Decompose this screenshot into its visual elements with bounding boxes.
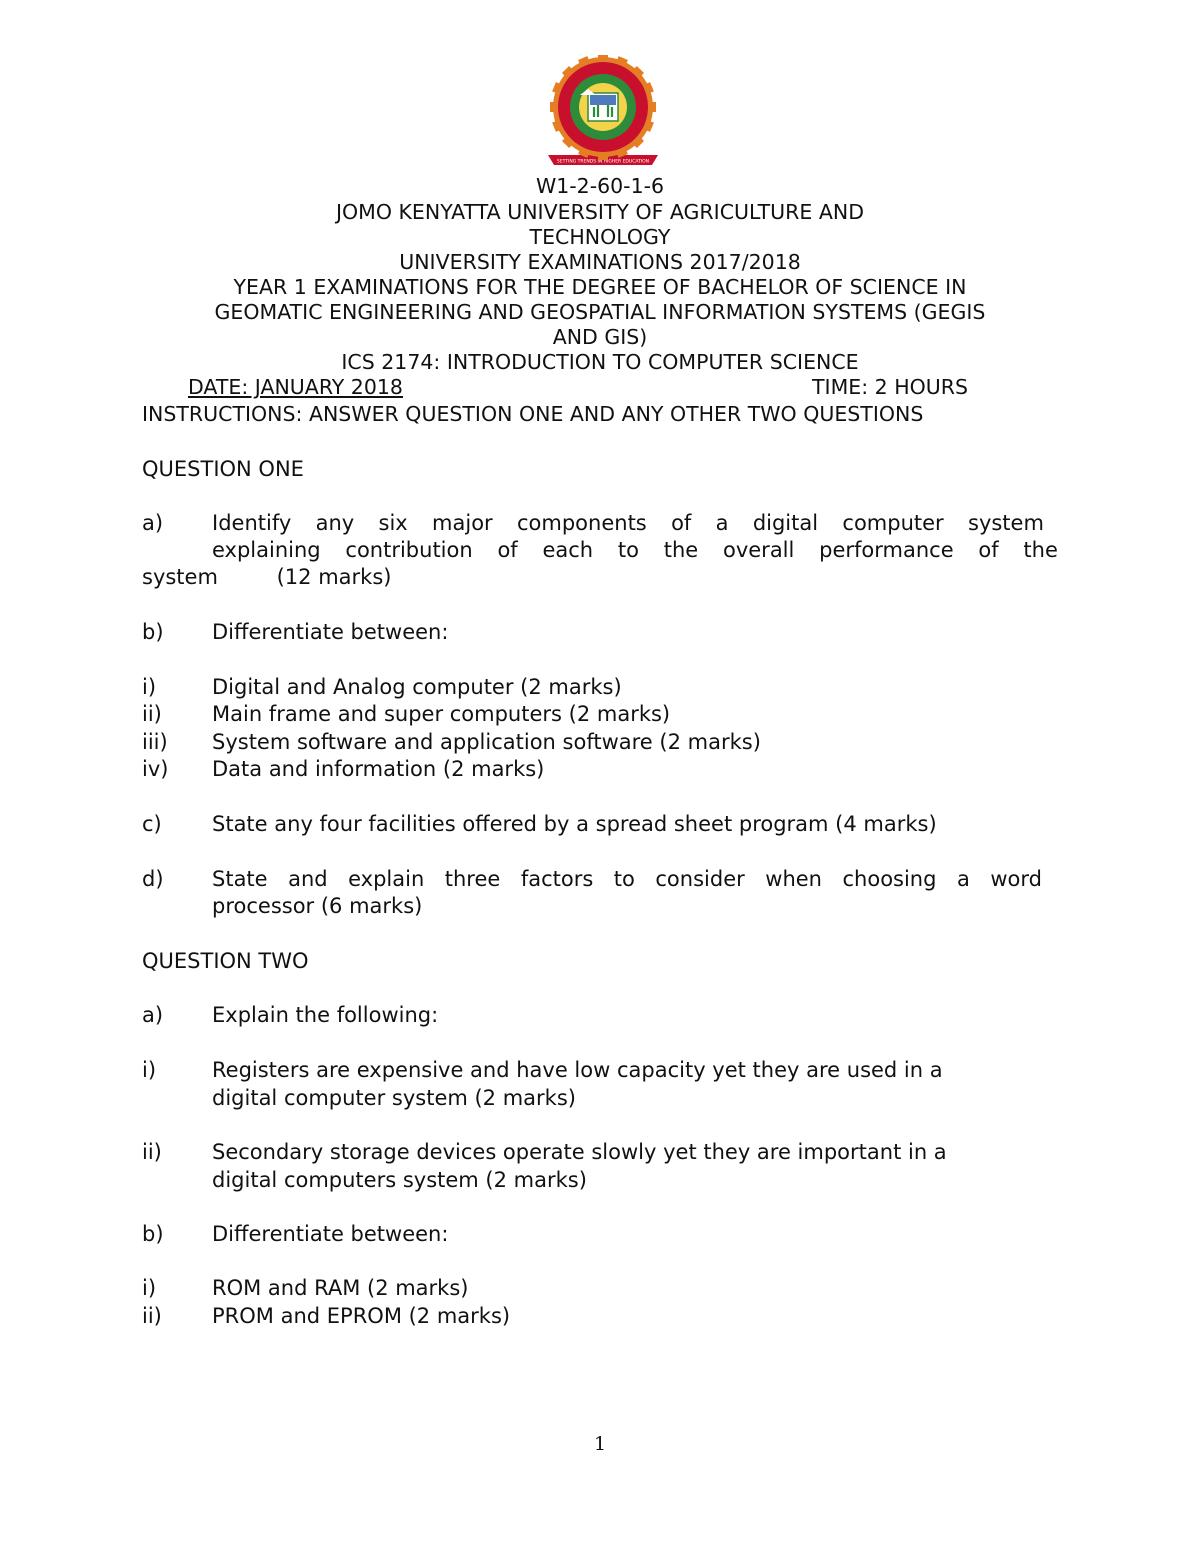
gear-tooth	[598, 152, 608, 160]
question-one-title: QUESTION ONE	[142, 457, 304, 481]
q1-a-line3	[142, 564, 391, 591]
word: a	[956, 867, 970, 891]
q2-b-ii-label: ii)	[142, 1304, 162, 1328]
q2-b-ii-text: PROM and EPROM (2 marks)	[212, 1304, 511, 1328]
word: any	[315, 511, 355, 535]
word: to	[613, 867, 635, 891]
university-name-line1: JOMO KENYATTA UNIVERSITY OF AGRICULTURE AND	[335, 200, 865, 224]
word: performance	[819, 538, 954, 562]
word: contribution	[345, 538, 473, 562]
q2-a-label: a)	[142, 1003, 164, 1027]
q1-b-iii-label: iii)	[142, 730, 168, 754]
gear-tooth	[648, 102, 656, 112]
gear-tooth	[598, 55, 608, 62]
q1-a-marks: (12 marks)	[276, 565, 392, 589]
word: of	[497, 538, 518, 562]
gear-tooth	[550, 102, 558, 112]
q2-a-i-line2: digital computer system (2 marks)	[212, 1086, 576, 1110]
q1-c-text: State any four facilities offered by a spread sheet program (4 marks)	[212, 812, 937, 836]
degree-line1: YEAR 1 EXAMINATIONS FOR THE DEGREE OF BACHELOR OF SCIENCE IN	[233, 275, 967, 299]
word: computer	[842, 511, 944, 535]
q2-a-i-label: i)	[142, 1058, 157, 1082]
word: three	[444, 867, 501, 891]
word: the	[1023, 538, 1058, 562]
q2-a-ii-label: ii)	[142, 1140, 162, 1164]
page-number: 1	[593, 1433, 607, 1455]
university-name-line2: TECHNOLOGY	[529, 225, 671, 249]
logo-motto: SETTING TRENDS IN HIGHER EDUCATION	[556, 159, 650, 165]
word: digital	[752, 511, 819, 535]
q2-b-i-label: i)	[142, 1276, 157, 1300]
q1-b-text: Differentiate between:	[212, 620, 449, 644]
word: of	[671, 511, 692, 535]
word: major	[432, 511, 493, 535]
q2-a-ii-line2: digital computers system (2 marks)	[212, 1168, 587, 1192]
q1-a-line2	[212, 537, 1058, 564]
q1-c-label: c)	[142, 812, 162, 836]
word: components	[517, 511, 647, 535]
word: the	[663, 538, 699, 562]
word: overall	[722, 538, 795, 562]
q1-b-iv-label: iv)	[142, 757, 169, 781]
exam-time: TIME: 2 HOURS	[812, 375, 969, 399]
word: to	[617, 538, 639, 562]
q2-a-i-line1: Registers are expensive and have low capacity yet they are used in a	[212, 1058, 943, 1082]
word: explaining	[212, 538, 321, 562]
logo-shield-sky	[590, 95, 616, 105]
word: factors	[520, 867, 594, 891]
q1-b-ii-label: ii)	[142, 702, 162, 726]
q2-a-ii-line1: Secondary storage devices operate slowly yet they are important in a	[212, 1140, 947, 1164]
word: choosing	[842, 867, 937, 891]
exam-session: UNIVERSITY EXAMINATIONS 2017/2018	[399, 250, 801, 274]
word: each	[542, 538, 594, 562]
q1-b-label: b)	[142, 620, 164, 644]
word: word	[990, 867, 1042, 891]
q1-d-line2: processor (6 marks)	[212, 894, 423, 918]
course-title: ICS 2174: INTRODUCTION TO COMPUTER SCIENCE	[341, 350, 859, 374]
q1-a-label: a)	[142, 511, 164, 535]
word: Identify	[212, 511, 292, 535]
q1-a-line1	[212, 510, 1044, 537]
q1-b-i-label: i)	[142, 675, 157, 699]
word: of	[978, 538, 999, 562]
q1-b-ii-text: Main frame and super computers (2 marks)	[212, 702, 671, 726]
word: consider	[655, 867, 745, 891]
word: six	[378, 511, 408, 535]
degree-line2: GEOMATIC ENGINEERING AND GEOSPATIAL INFORMATION SYSTEMS (GEGIS	[214, 300, 986, 324]
word: State	[212, 867, 268, 891]
date-time-row	[188, 374, 998, 401]
q1-d-line1	[212, 866, 1042, 893]
question-two-title: QUESTION TWO	[142, 949, 309, 973]
exam-date: DATE: JANUARY 2018	[188, 375, 403, 399]
q1-b-iv-text: Data and information (2 marks)	[212, 757, 545, 781]
instructions: INSTRUCTIONS: ANSWER QUESTION ONE AND ANY OTHER TWO QUESTIONS	[142, 402, 924, 426]
q2-b-label: b)	[142, 1222, 164, 1246]
word: and	[288, 867, 328, 891]
word: a	[715, 511, 729, 535]
exam-code: W1-2-60-1-6	[535, 174, 665, 198]
q1-b-iii-text: System software and application software (2 marks)	[212, 730, 761, 754]
q1-d-label: d)	[142, 867, 164, 891]
degree-line3: AND GIS)	[552, 325, 648, 349]
q2-b-text: Differentiate between:	[212, 1222, 449, 1246]
q2-b-i-text: ROM and RAM (2 marks)	[212, 1276, 469, 1300]
word: explain	[348, 867, 425, 891]
q2-a-text: Explain the following:	[212, 1003, 439, 1027]
word: system	[968, 511, 1044, 535]
q1-a-line3-text: system	[142, 565, 218, 589]
university-logo	[540, 55, 666, 170]
word: when	[765, 867, 822, 891]
q1-b-i-text: Digital and Analog computer (2 marks)	[212, 675, 622, 699]
